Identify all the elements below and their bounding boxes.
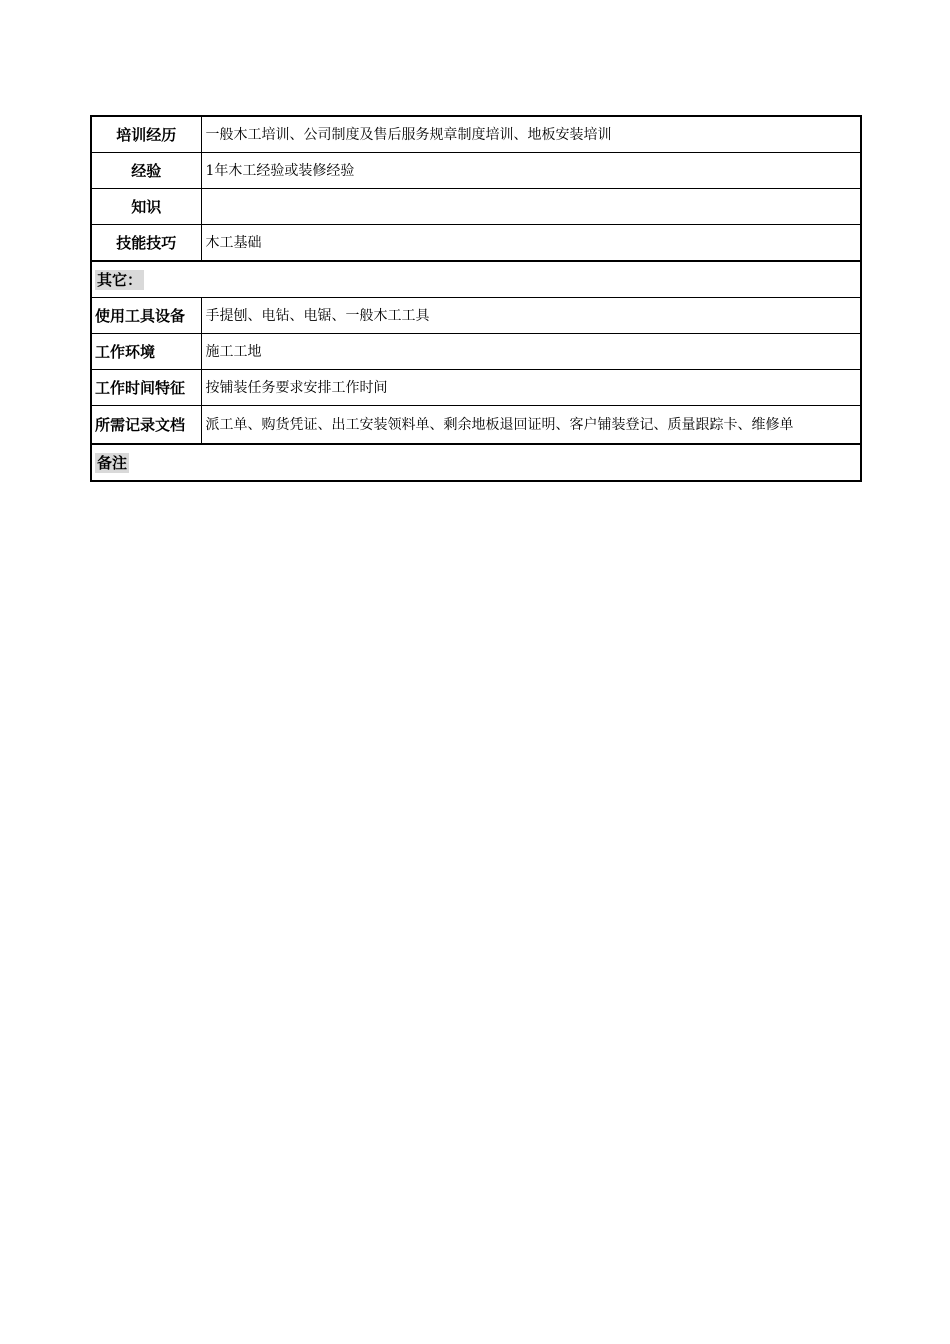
table-row xyxy=(91,298,861,334)
table-row xyxy=(91,225,861,262)
row-value-training: 一般木工培训、公司制度及售后服务规章制度培训、地板安装培训 xyxy=(201,116,861,153)
row-value-experience: 1年木工经验或装修经验 xyxy=(201,153,861,189)
row-label-tools: 使用工具设备 xyxy=(91,298,201,334)
row-label-training: 培训经历 xyxy=(91,116,201,153)
row-label-work-time: 工作时间特征 xyxy=(91,370,201,406)
row-label-environment: 工作环境 xyxy=(91,334,201,370)
row-label-documents: 所需记录文档 xyxy=(91,406,201,445)
job-description-table xyxy=(90,115,862,482)
row-value-skills: 木工基础 xyxy=(201,225,861,262)
row-value-documents: 派工单、购货凭证、出工安装领料单、剩余地板退回证明、客户铺装登记、质量跟踪卡、维修单 xyxy=(201,406,861,445)
table-row xyxy=(91,406,861,445)
table-row xyxy=(91,153,861,189)
row-label-knowledge: 知识 xyxy=(91,189,201,225)
section-row-remarks xyxy=(91,444,861,481)
section-heading-other: 其它： xyxy=(97,271,143,289)
table-row xyxy=(91,370,861,406)
table-row xyxy=(91,189,861,225)
row-value-work-time: 按铺装任务要求安排工作时间 xyxy=(201,370,861,406)
section-row-other xyxy=(91,261,861,298)
row-label-skills: 技能技巧 xyxy=(91,225,201,262)
table-row xyxy=(91,334,861,370)
row-label-experience: 经验 xyxy=(91,153,201,189)
section-heading-remarks: 备注 xyxy=(97,454,128,472)
row-value-environment: 施工工地 xyxy=(201,334,861,370)
row-value-knowledge xyxy=(201,189,861,225)
row-value-tools: 手提刨、电钻、电锯、一般木工工具 xyxy=(201,298,861,334)
table-row xyxy=(91,116,861,153)
